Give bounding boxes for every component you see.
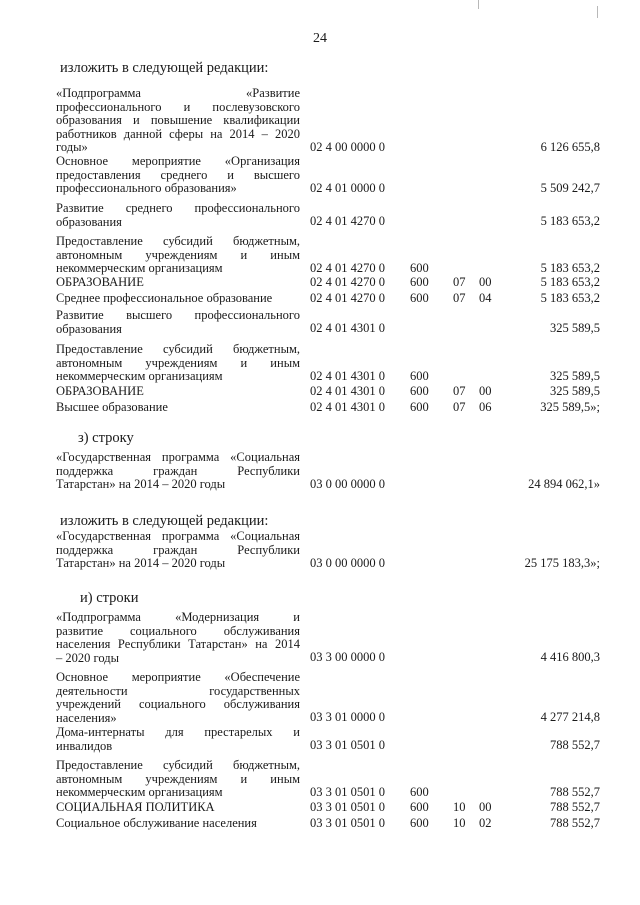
- table-row: [0, 235, 640, 276]
- table-row: [0, 343, 640, 384]
- row-name-line: некоммерческим организациям: [56, 261, 223, 276]
- row-name-line: Развитие среднего профессионального: [56, 201, 300, 215]
- amount-value: 325 589,5: [550, 369, 600, 384]
- amount-value: 325 589,5: [550, 321, 600, 336]
- row-name-line: Среднее профессиональное образование: [56, 291, 273, 305]
- table-row: [0, 292, 640, 306]
- table-row: [0, 530, 640, 571]
- table-row: [0, 385, 640, 399]
- row-name: [56, 276, 300, 290]
- amount-value: 6 126 655,8: [540, 140, 600, 155]
- table-row: [0, 451, 640, 492]
- table-row: [0, 759, 640, 800]
- section-heading: изложить в следующей редакции:: [60, 60, 269, 76]
- row-name-line: инвалидов: [56, 738, 113, 753]
- table-row: [0, 401, 640, 415]
- row-name-line: Татарстан» на 2014 – 2020 годы: [56, 477, 226, 492]
- section-code: 07: [453, 384, 466, 399]
- target-article-code: 03 3 01 0501 0: [310, 816, 385, 831]
- row-name: [56, 202, 300, 229]
- expense-type-code: 600: [410, 369, 429, 384]
- row-name: [56, 451, 300, 492]
- target-article-code: 02 4 01 4301 0: [310, 400, 385, 415]
- subsection-code: 00: [479, 384, 492, 399]
- row-name-line: населения»: [56, 710, 117, 725]
- row-name-line: «Подпрограмма «Модернизация и: [56, 610, 300, 624]
- row-name-line: Социальное обслуживание населения: [56, 816, 257, 830]
- target-article-code: 02 4 01 4301 0: [310, 369, 385, 384]
- row-name-line: Основное мероприятие «Организация: [56, 154, 300, 168]
- expense-type-code: 600: [410, 275, 429, 290]
- target-article-code: 02 4 01 4270 0: [310, 261, 385, 276]
- amount-value: 4 416 800,3: [540, 650, 600, 665]
- table-row: [0, 276, 640, 290]
- table-row: [0, 202, 640, 229]
- row-name-line: Основное мероприятие «Обеспечение: [56, 670, 300, 684]
- row-name-line: «Государственная программа «Социальная: [56, 529, 300, 543]
- row-name: [56, 530, 300, 571]
- target-article-code: 03 3 01 0501 0: [310, 738, 385, 753]
- amount-value: 5 183 653,2: [540, 261, 600, 276]
- amount-value: 788 552,7: [550, 816, 600, 831]
- row-name-line: деятельности государственных: [56, 683, 300, 698]
- row-name: [56, 292, 300, 306]
- section-heading: з) строку: [78, 430, 134, 446]
- scan-mark: [478, 0, 479, 9]
- target-article-code: 03 3 01 0501 0: [310, 785, 385, 800]
- target-article-code: 02 4 01 0000 0: [310, 181, 385, 196]
- amount-value: 788 552,7: [550, 738, 600, 753]
- row-name: [56, 385, 300, 399]
- page-number: 24: [313, 31, 327, 46]
- row-name: [56, 817, 300, 831]
- expense-type-code: 600: [410, 800, 429, 815]
- target-article-code: 02 4 01 4301 0: [310, 321, 385, 336]
- row-name-line: «Государственная программа «Социальная: [56, 450, 300, 464]
- table-row: [0, 87, 640, 155]
- row-name-line: ОБРАЗОВАНИЕ: [56, 275, 144, 289]
- expense-type-code: 600: [410, 261, 429, 276]
- section-code: 07: [453, 291, 466, 306]
- table-row: [0, 801, 640, 815]
- amount-value: 788 552,7: [550, 800, 600, 815]
- expense-type-code: 600: [410, 384, 429, 399]
- expense-type-code: 600: [410, 816, 429, 831]
- table-row: [0, 611, 640, 665]
- row-name-line: автономным учреждениям и иным: [56, 247, 300, 262]
- row-name-line: некоммерческим организациям: [56, 785, 223, 800]
- row-name-line: развитие социального обслуживания: [56, 623, 300, 638]
- row-name-line: некоммерческим организациям: [56, 369, 223, 384]
- row-name: [56, 401, 300, 415]
- amount-value: 5 183 653,2: [540, 214, 600, 229]
- row-name-line: – 2020 годы: [56, 650, 119, 665]
- expense-type-code: 600: [410, 785, 429, 800]
- row-name-line: образования и повышение квалификации: [56, 113, 300, 128]
- row-name-line: Предоставление субсидий бюджетным,: [56, 234, 300, 248]
- row-name-line: «Подпрограмма «Развитие: [56, 86, 300, 100]
- section-heading: изложить в следующей редакции:: [60, 513, 269, 529]
- target-article-code: 03 0 00 0000 0: [310, 556, 385, 571]
- row-name-line: профессионального образования»: [56, 181, 237, 196]
- row-name-line: СОЦИАЛЬНАЯ ПОЛИТИКА: [56, 800, 215, 814]
- expense-type-code: 600: [410, 400, 429, 415]
- row-name-line: предоставления среднего и высшего: [56, 167, 300, 182]
- table-row: [0, 155, 640, 196]
- row-name-line: автономным учреждениям и иным: [56, 355, 300, 370]
- row-name-line: Предоставление субсидий бюджетным,: [56, 342, 300, 356]
- section-code: 07: [453, 400, 466, 415]
- row-name-line: Предоставление субсидий бюджетным,: [56, 758, 300, 772]
- subsection-code: 02: [479, 816, 492, 831]
- target-article-code: 02 4 01 4270 0: [310, 275, 385, 290]
- row-name: [56, 759, 300, 800]
- amount-value: 5 183 653,2: [540, 275, 600, 290]
- amount-value: 325 589,5: [550, 384, 600, 399]
- amount-value: 24 894 062,1»: [528, 477, 600, 492]
- subsection-code: 06: [479, 400, 492, 415]
- row-name-line: Дома-интернаты для престарелых и: [56, 725, 300, 739]
- row-name-line: поддержка граждан Республики: [56, 542, 300, 557]
- section-code: 10: [453, 800, 466, 815]
- subsection-code: 00: [479, 275, 492, 290]
- row-name: [56, 611, 300, 665]
- row-name-line: учреждений социального обслуживания: [56, 697, 300, 712]
- row-name-line: ОБРАЗОВАНИЕ: [56, 384, 144, 398]
- target-article-code: 03 3 00 0000 0: [310, 650, 385, 665]
- section-code: 07: [453, 275, 466, 290]
- row-name-line: автономным учреждениям и иным: [56, 771, 300, 786]
- section-code: 10: [453, 816, 466, 831]
- row-name-line: населения Республики Татарстан» на 2014: [56, 637, 300, 652]
- row-name-line: Татарстан» на 2014 – 2020 годы: [56, 556, 226, 571]
- table-row: [0, 309, 640, 336]
- scan-mark: [597, 6, 598, 18]
- row-name-line: образования: [56, 321, 122, 336]
- row-name-line: годы»: [56, 140, 88, 155]
- row-name-line: поддержка граждан Республики: [56, 463, 300, 478]
- target-article-code: 03 3 01 0501 0: [310, 800, 385, 815]
- amount-value: 5 509 242,7: [540, 181, 600, 196]
- row-name: [56, 671, 300, 725]
- table-row: [0, 671, 640, 725]
- target-article-code: 02 4 01 4301 0: [310, 384, 385, 399]
- amount-value: 25 175 183,3»;: [524, 556, 600, 571]
- subsection-code: 00: [479, 800, 492, 815]
- target-article-code: 02 4 01 4270 0: [310, 214, 385, 229]
- row-name-line: работников данной сферы на 2014 – 2020: [56, 126, 300, 141]
- row-name-line: образования: [56, 214, 122, 229]
- section-heading: и) строки: [80, 590, 139, 606]
- subsection-code: 04: [479, 291, 492, 306]
- table-row: [0, 726, 640, 753]
- row-name-line: Высшее образование: [56, 400, 168, 414]
- expense-type-code: 600: [410, 291, 429, 306]
- row-name: [56, 155, 300, 196]
- target-article-code: 02 4 01 4270 0: [310, 291, 385, 306]
- target-article-code: 02 4 00 0000 0: [310, 140, 385, 155]
- amount-value: 4 277 214,8: [540, 710, 600, 725]
- amount-value: 325 589,5»;: [540, 400, 600, 415]
- table-row: [0, 817, 640, 831]
- amount-value: 788 552,7: [550, 785, 600, 800]
- row-name: [56, 87, 300, 155]
- row-name: [56, 801, 300, 815]
- row-name-line: Развитие высшего профессионального: [56, 308, 300, 322]
- target-article-code: 03 0 00 0000 0: [310, 477, 385, 492]
- row-name: [56, 235, 300, 276]
- row-name: [56, 343, 300, 384]
- row-name: [56, 309, 300, 336]
- amount-value: 5 183 653,2: [540, 291, 600, 306]
- row-name: [56, 726, 300, 753]
- target-article-code: 03 3 01 0000 0: [310, 710, 385, 725]
- row-name-line: профессионального и послевузовского: [56, 99, 300, 114]
